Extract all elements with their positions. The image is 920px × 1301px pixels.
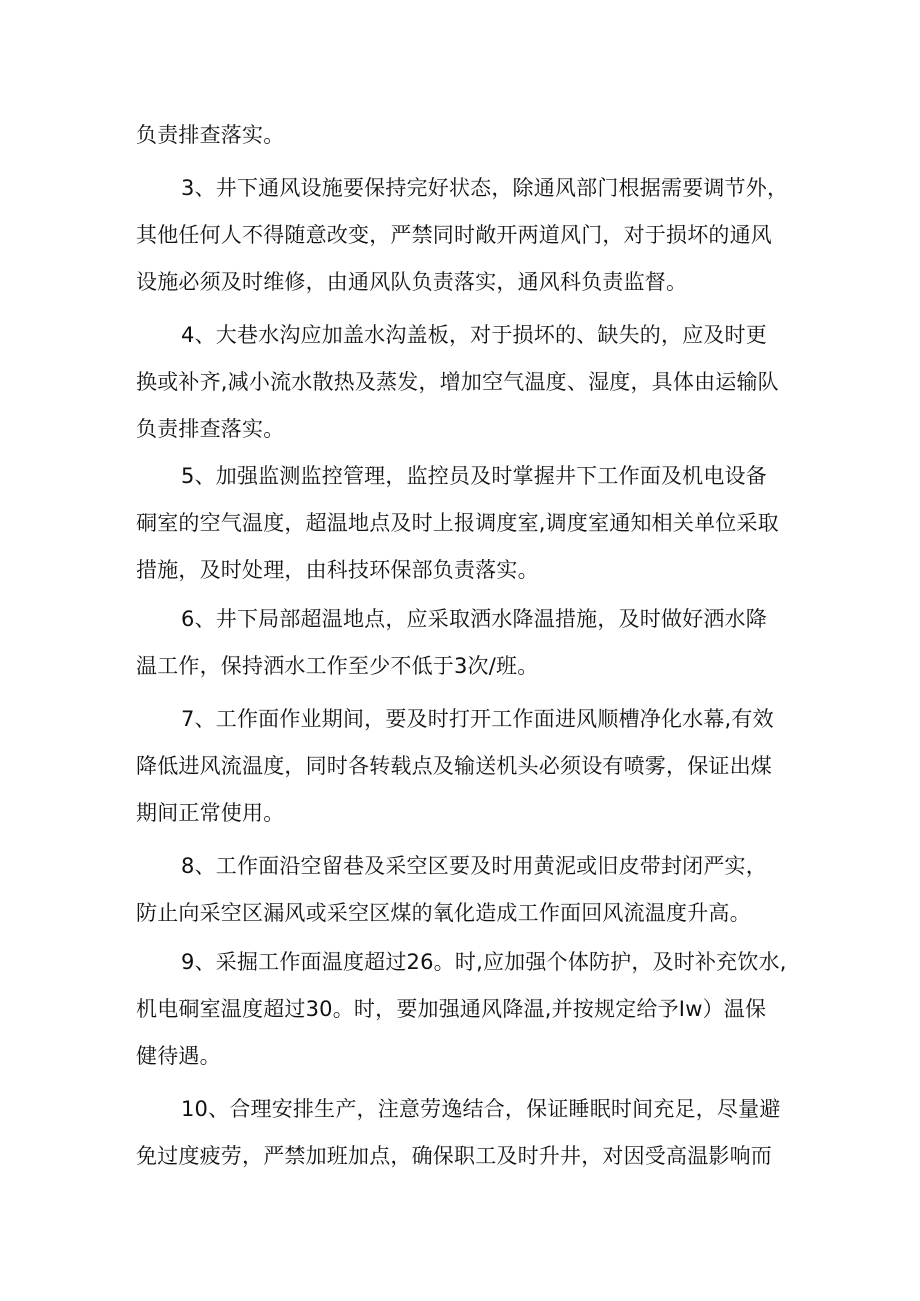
text-line: 健待遇。 bbox=[136, 1044, 221, 1068]
text-line: 5、加强监测监控管理，监控员及时掌握井下工作面及机电设备 bbox=[181, 464, 767, 488]
text-line: 机电硐室温度超过30。时，要加强通风降温,并按规定给予Iw）温保 bbox=[136, 997, 767, 1021]
text-line: 期间正常使用。 bbox=[136, 801, 285, 825]
text-line: 设施必须及时维修，由通风队负责落实，通风科负责监督。 bbox=[136, 270, 688, 294]
text-line: 免过度疲劳，严禁加班加点，确保职工及时升井，对因受高温影响而 bbox=[136, 1144, 772, 1168]
text-line: 7、工作面作业期间，要及时打开工作面进风顺槽净化水幕,有效 bbox=[181, 707, 774, 731]
text-line: 硐室的空气温度，超温地点及时上报调度室,调度室通知相关单位采取 bbox=[136, 511, 779, 535]
text-line: 4、大巷水沟应加盖水沟盖板，对于损坏的、缺失的，应及时更 bbox=[181, 323, 767, 347]
text-line: 防止向采空区漏风或采空区煤的氧化造成工作面回风流温度升高。 bbox=[136, 901, 751, 925]
text-line: 措施，及时处理，由科技环保部负责落实。 bbox=[136, 558, 539, 582]
text-line: 6、井下局部超温地点，应采取洒水降温措施，及时做好洒水降 bbox=[181, 607, 767, 631]
text-line: 负责排查落实。 bbox=[136, 417, 285, 441]
text-line: 其他任何人不得随意改变，严禁同时敞开两道风门，对于损坏的通风 bbox=[136, 223, 772, 247]
text-line: 8、工作面沿空留巷及采空区要及时用黄泥或旧皮带封闭严实， bbox=[181, 854, 767, 878]
text-line: 负责排查落实。 bbox=[136, 123, 285, 147]
text-line: 10、合理安排生产，注意劳逸结合，保证睡眠时间充足，尽量避 bbox=[181, 1097, 781, 1121]
text-line: 换或补齐,减小流水散热及蒸发，增加空气温度、湿度，具体由运输队 bbox=[136, 370, 779, 394]
text-line: 3、井下通风设施要保持完好状态，除通风部门根据需要调节外， bbox=[181, 176, 789, 200]
text-line: 降低进风流温度，同时各转载点及输送机头必须设有喷雾，保证出煤 bbox=[136, 754, 772, 778]
text-line: 温工作，保持洒水工作至少不低于3次/班。 bbox=[136, 654, 539, 678]
text-line: 9、采掘工作面温度超过26。时,应加强个体防护，及时补充饮水, bbox=[181, 950, 787, 974]
